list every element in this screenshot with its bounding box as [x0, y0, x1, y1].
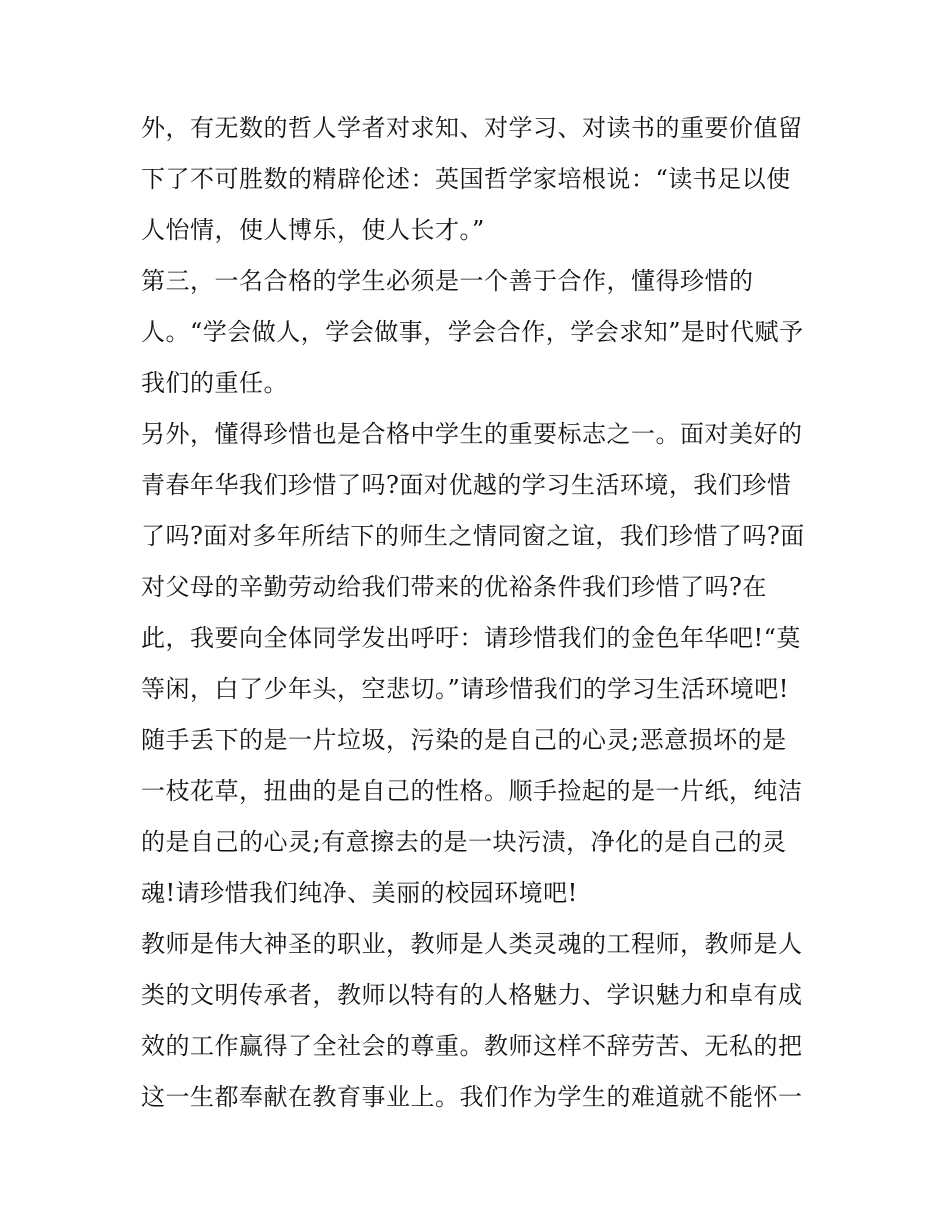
- text-line-15: 的是自己的心灵;有意擦去的是一块污渍，净化的是自己的灵: [141, 828, 787, 856]
- text-line-10: 对父母的辛勤劳动给我们带来的优裕条件我们珍惜了吗?在: [141, 573, 767, 601]
- text-line-12: 等闲，白了少年头，空悲切。”请珍惜我们的学习生活环境吧!: [141, 675, 789, 703]
- text-line-16: 魂!请珍惜我们纯净、美丽的校园环境吧!: [141, 879, 578, 907]
- text-line-17: 教师是伟大神圣的职业，教师是人类灵魂的工程师，教师是人: [141, 930, 803, 958]
- text-line-19: 效的工作赢得了全社会的尊重。教师这样不辞劳苦、无私的把: [141, 1032, 803, 1060]
- text-line-4: 第三，一名合格的学生必须是一个善于合作，懂得珍惜的: [141, 267, 754, 295]
- text-line-3: 人怡情，使人博乐，使人长才。”: [141, 216, 485, 244]
- text-line-1: 外，有无数的哲人学者对求知、对学习、对读书的重要价值留: [141, 114, 803, 142]
- text-line-11: 此，我要向全体同学发出呼吁：请珍惜我们的金色年华吧!“莫: [141, 624, 801, 652]
- text-line-6: 我们的重任。: [141, 369, 288, 397]
- text-line-7: 另外，懂得珍惜也是合格中学生的重要标志之一。面对美好的: [141, 420, 803, 448]
- text-line-2: 下了不可胜数的精辟伦述：英国哲学家培根说：“读书足以使: [141, 165, 791, 193]
- text-line-20: 这一生都奉献在教育事业上。我们作为学生的难道就不能怀一: [141, 1083, 803, 1111]
- text-line-8: 青春年华我们珍惜了吗?面对优越的学习生活环境，我们珍惜: [141, 471, 792, 499]
- text-line-18: 类的文明传承者，教师以特有的人格魅力、学识魅力和卓有成: [141, 981, 803, 1009]
- text-line-5: 人。“学会做人，学会做事，学会合作，学会求知”是时代赋予: [141, 318, 804, 346]
- text-line-9: 了吗?面对多年所结下的师生之情同窗之谊，我们珍惜了吗?面: [141, 522, 805, 550]
- text-line-14: 一枝花草，扭曲的是自己的性格。顺手捡起的是一片纸，纯洁: [141, 777, 803, 805]
- text-line-13: 随手丢下的是一片垃圾，污染的是自己的心灵;恶意损坏的是: [141, 726, 787, 754]
